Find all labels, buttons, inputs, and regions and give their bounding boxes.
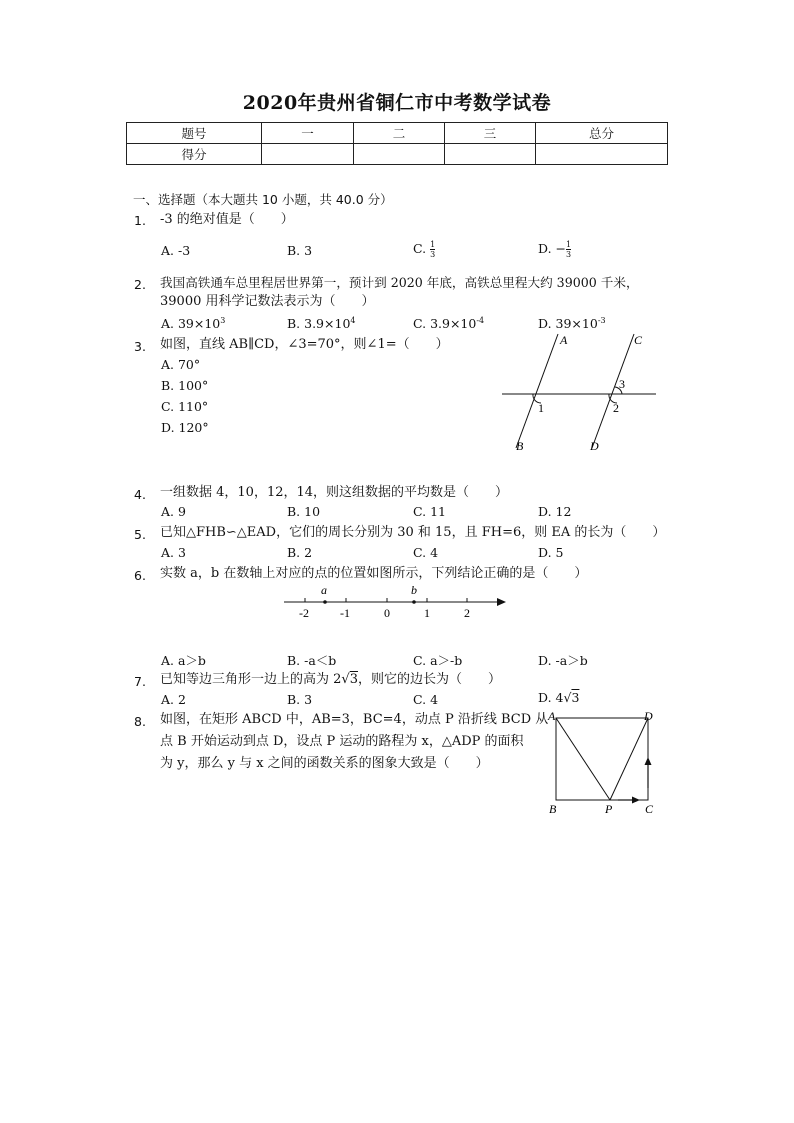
option-a[interactable]: A. 70° [161,357,201,372]
label-D: D [590,439,599,453]
score-header-cell: 总分 [536,123,668,144]
parallel-lines-figure [498,330,663,455]
option-b[interactable]: B. 100° [161,378,209,393]
sqrt-symbol: √ [563,690,572,705]
fraction: $\frac{1}{3}$ [566,240,572,259]
option-prefix: D. − [538,241,566,256]
line-cd [592,334,634,448]
tick-label: 1 [424,606,430,620]
score-cell[interactable] [262,144,354,165]
number-line-arrow [497,598,506,606]
label-B: B [516,439,524,453]
option-b[interactable]: B. -a＜b [287,653,337,668]
option-d[interactable]: D. 5 [538,545,564,560]
segment-dp [610,718,648,800]
question-number: 5. [134,527,146,542]
point-b-label: b [411,583,417,597]
score-table [126,122,668,165]
section-heading: 一、选择题（本大题共 10 小题，共 40.0 分） [133,192,393,207]
score-cell[interactable] [354,144,445,165]
label-angle-1: 1 [538,401,544,415]
question-stem-line: 我国高铁通车总里程居世界第一，预计到 2020 年底，高铁总里程大约 39000 千米， [160,275,639,290]
score-cell[interactable] [536,144,668,165]
option-d[interactable]: D. 12 [538,504,572,519]
question-stem: 一组数据 4，10，12，14，则这组数据的平均数是（ ） [160,485,509,500]
score-header-cell: 一 [262,123,354,144]
question-number: 2. [134,277,146,292]
point-a-label: a [321,583,327,597]
tick-label: -2 [299,606,309,620]
score-table-header-row [127,123,668,144]
segment-ap [556,718,610,800]
label-D: D [644,709,653,723]
arrow-cd-head [645,757,652,765]
question-number: 1. [134,213,146,228]
point-b [412,600,416,604]
option-a[interactable]: A. a＞b [161,653,206,668]
score-header-cell: 三 [445,123,536,144]
label-angle-2: 2 [613,401,619,415]
label-angle-3: 3 [619,377,625,391]
question-number: 8. [134,714,146,729]
option-a[interactable]: A. 3 [161,545,186,560]
label-A: A [560,333,568,347]
option-c[interactable]: C. $3.9\times 10^{-4}$ [413,316,485,332]
option-c[interactable]: C. 11 [413,504,446,519]
score-header-cell: 二 [354,123,445,144]
option-d[interactable]: D. 120° [161,420,209,435]
question-stem: -3 的绝对值是（ ） [160,212,294,227]
label-C: C [645,802,654,816]
label-B: B [549,802,557,816]
option-a[interactable]: A. $39\times 10^3$ [161,316,226,332]
label-A: A [548,709,556,723]
option-b[interactable]: B. 3 [287,243,313,258]
score-row-label: 得分 [127,144,262,165]
arrow-bc-head [632,797,640,804]
label-P: P [605,802,613,816]
question-number: 7. [134,674,146,689]
question-number: 3. [134,339,146,354]
label-C: C [634,333,643,347]
option-d[interactable]: D. 4√3 [538,690,580,705]
tick-label: 0 [384,606,390,620]
question-stem-line: 如图，在矩形 ABCD 中，AB=3，BC=4，动点 P 沿折线 BCD 从 [160,712,549,727]
option-c[interactable]: C. a＞-b [413,653,463,668]
question-stem: 已知△FHB∽△EAD，它们的周长分别为 30 和 15，且 FH=6，则 EA 的长为（ ） [160,525,666,540]
option-a[interactable]: A. 9 [161,504,186,519]
question-stem: 实数 a，b 在数轴上对应的点的位置如图所示，下列结论正确的是（ ） [160,566,588,581]
point-a [323,600,327,604]
question-number: 4. [134,487,146,502]
option-d[interactable]: D. -a＞b [538,653,588,668]
option-c[interactable]: C. 4 [413,545,439,560]
option-c[interactable]: C. 110° [161,399,209,414]
sqrt-symbol: √ [341,672,350,687]
option-b[interactable]: B. $3.9\times 10^4$ [287,316,356,332]
score-table-score-row [127,144,668,165]
option-d[interactable] [538,240,571,259]
tick-label: 2 [464,606,470,620]
option-b[interactable]: B. 2 [287,545,313,560]
option-prefix: C. [413,241,431,256]
line-ab [516,334,558,448]
fraction: $\frac{1}{3}$ [430,240,436,259]
option-b[interactable]: B. 3 [287,692,313,707]
option-d[interactable]: D. $39\times 10^{-3}$ [538,316,606,332]
question-stem: 如图，直线 AB∥CD，∠3=70°，则∠1=（ ） [160,337,449,352]
option-a[interactable]: A. -3 [161,243,191,258]
question-stem-line: 为 y，那么 y 与 x 之间的函数关系的图象大致是（ ） [160,756,489,771]
option-a[interactable]: A. 2 [161,692,186,707]
option-c[interactable] [413,240,435,259]
question-number: 6. [134,568,146,583]
question-stem: 已知等边三角形一边上的高为 2√3，则它的边长为（ ） [160,672,501,687]
question-stem-line: 39000 用科学记数法表示为（ ） [160,294,375,309]
number-line-figure [280,580,512,622]
page-title: 2020年贵州省铜仁市中考数学试卷 [242,92,552,114]
rectangle-figure [546,708,664,820]
question-stem-line: 点 B 开始运动到点 D，设点 P 运动的路程为 x，△ADP 的面积 [160,734,524,749]
option-b[interactable]: B. 10 [287,504,321,519]
tick-label: -1 [340,606,350,620]
score-header-cell: 题号 [127,123,262,144]
score-cell[interactable] [445,144,536,165]
option-c[interactable]: C. 4 [413,692,439,707]
